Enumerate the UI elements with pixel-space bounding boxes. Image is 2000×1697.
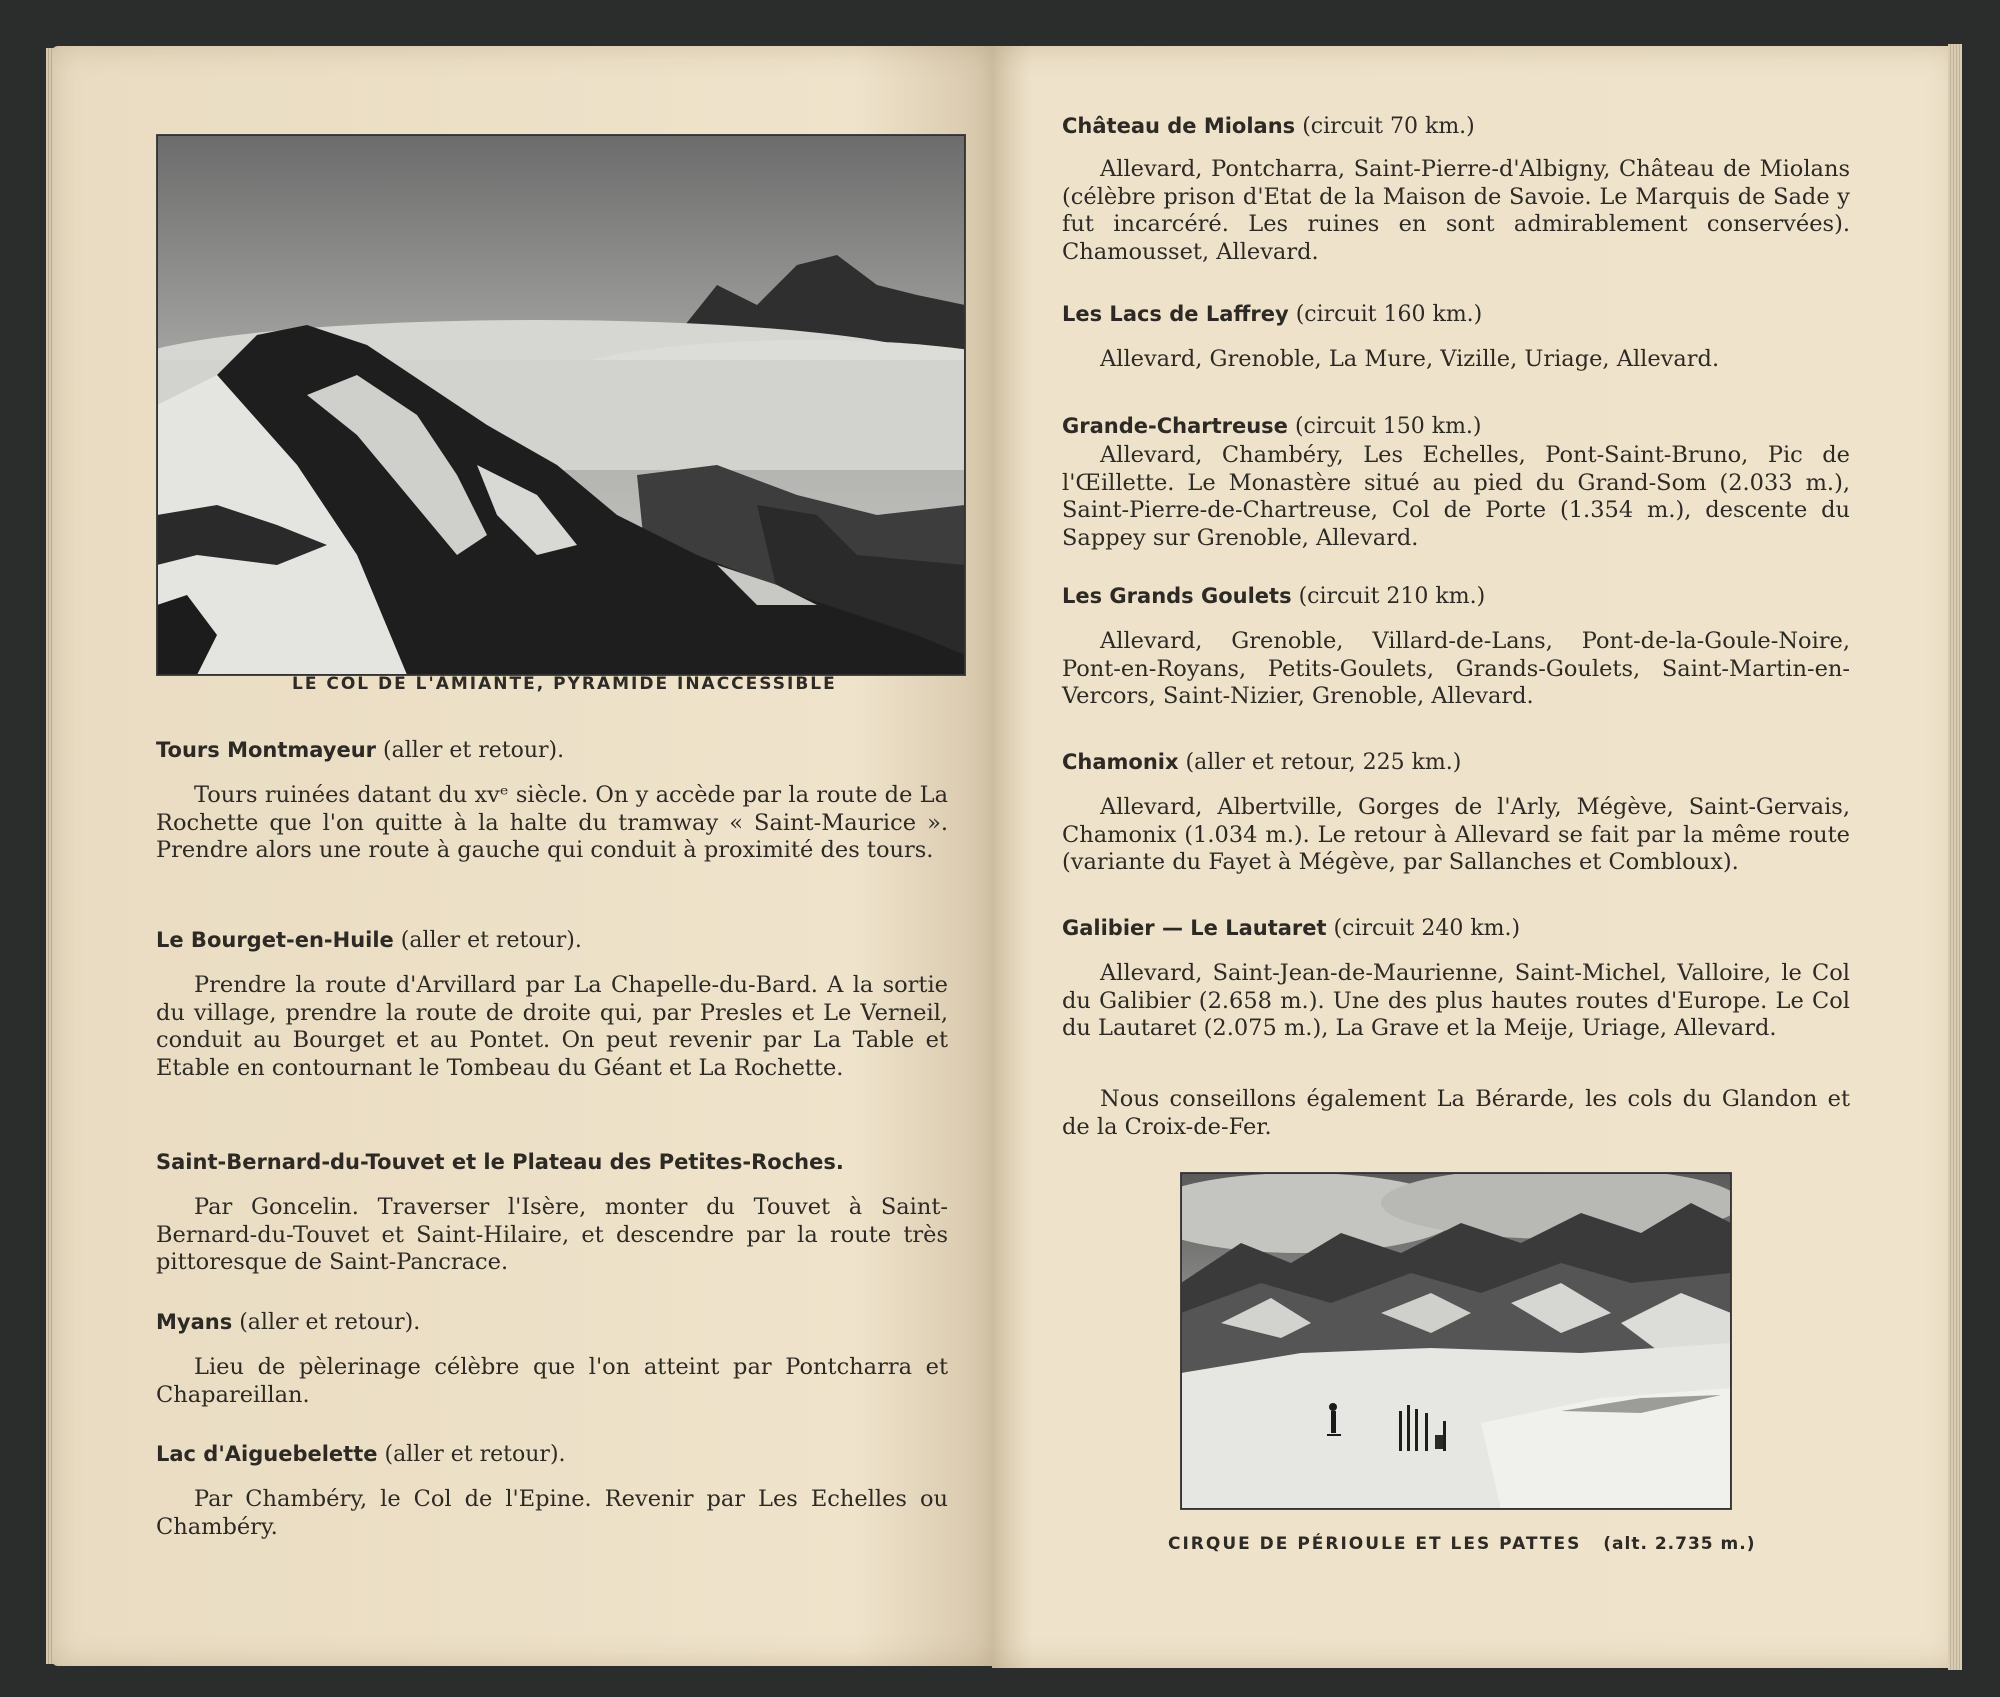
heading-title: Les Grands Goulets: [1062, 584, 1292, 608]
paragraph-chateau-miolans: Allevard, Pontcharra, Saint-Pierre-d'Albigny, Château de Miolans (célèbre prison d'Etat de la Maison de Savoie. Le Marquis de Sade y fut incarcéré. Les ruines en sont admirablement conservées). Chamousset, Allevard.: [1062, 156, 1850, 265]
heading-title: Galibier — Le Lautaret: [1062, 916, 1327, 940]
heading-subtitle: (circuit 210 km.): [1298, 584, 1486, 609]
heading-lac-aiguebelette: [156, 1442, 566, 1467]
paragraph-lacs-laffrey: Allevard, Grenoble, La Mure, Vizille, Uriage, Allevard.: [1100, 346, 1720, 372]
heading-subtitle: (aller et retour).: [384, 1442, 566, 1467]
heading-grands-goulets: [1062, 584, 1485, 609]
paragraph-grande-chartreuse: Allevard, Chambéry, Les Echelles, Pont-Saint-Bruno, Pic de l'Œillette. Le Monastère situé au pied du Grand-Som (2.033 m.), Saint-Pierre-de-Chartreuse, Col de Porte (1.354 m.), descente du Sappey sur Grenoble, Allevard.: [1062, 442, 1850, 551]
heading-subtitle: (circuit 240 km.): [1333, 916, 1521, 941]
paragraph-bourget-en-huile: Prendre la route d'Arvillard par La Chapelle-du-Bard. A la sortie du village, prendre la route de droite qui, par Presles et Le Verneil, conduit au Bourget et au Pontet. On peut revenir par La Table et Etable en contournant le Tombeau du Géant et La Rochette.: [156, 972, 948, 1081]
heading-bourget-en-huile: [156, 928, 582, 953]
heading-grande-chartreuse: [1062, 414, 1482, 439]
heading-subtitle: (circuit 150 km.): [1294, 414, 1482, 439]
photo-caption-cirque-perioule: [1168, 1534, 1755, 1554]
mountain-photo-col-amiante: [156, 134, 966, 676]
paragraph-galibier-lautaret: Allevard, Saint-Jean-de-Maurienne, Saint-Michel, Valloire, le Col du Galibier (2.658 m.). Une des plus hautes routes d'Europe. Le Col du Lautaret (2.075 m.), La Grave et la Meije, Uriage, Allevard.: [1062, 960, 1850, 1041]
heading-title: Château de Miolans: [1062, 114, 1296, 138]
heading-title: Myans: [156, 1310, 233, 1334]
heading-subtitle: (aller et retour).: [383, 738, 565, 763]
mountain-photo-cirque-perioule: [1180, 1172, 1732, 1510]
heading-myans: [156, 1310, 420, 1335]
right-page: [992, 46, 1958, 1668]
heading-subtitle: (circuit 70 km.): [1302, 114, 1475, 139]
heading-galibier-lautaret: [1062, 916, 1520, 941]
heading-tours-montmayeur: [156, 738, 564, 763]
heading-title: Saint-Bernard-du-Touvet et le Plateau des Petites-Roches.: [156, 1150, 844, 1174]
heading-subtitle: (aller et retour).: [400, 928, 582, 953]
heading-title: Les Lacs de Laffrey: [1062, 302, 1289, 326]
photo-caption-col-amiante: LE COL DE L'AMIANTE, PYRAMIDE INACCESSIBLE: [292, 674, 837, 694]
heading-subtitle: (circuit 160 km.): [1295, 302, 1483, 327]
caption-altitude: (alt. 2.735 m.): [1603, 1534, 1756, 1554]
heading-title: Le Bourget-en-Huile: [156, 928, 394, 952]
heading-chamonix: [1062, 750, 1461, 775]
heading-chateau-miolans: [1062, 114, 1475, 139]
paragraph-closing-recommendation: Nous conseillons également La Bérarde, les cols du Glandon et de la Croix-de-Fer.: [1062, 1086, 1850, 1140]
left-page: [52, 46, 997, 1666]
heading-saint-bernard: [156, 1150, 844, 1175]
paragraph-myans: Lieu de pèlerinage célèbre que l'on atteint par Pontcharra et Chapareillan.: [156, 1354, 948, 1408]
heading-title: Grande-Chartreuse: [1062, 414, 1288, 438]
heading-subtitle: (aller et retour).: [239, 1310, 421, 1335]
paragraph-lac-aiguebelette: Par Chambéry, le Col de l'Epine. Revenir par Les Echelles ou Chambéry.: [156, 1486, 948, 1540]
heading-title: Chamonix: [1062, 750, 1179, 774]
heading-lacs-laffrey: [1062, 302, 1482, 327]
caption-title: CIRQUE DE PÉRIOULE ET LES PATTES: [1168, 1534, 1582, 1554]
paragraph-saint-bernard: Par Goncelin. Traverser l'Isère, monter du Touvet à Saint-Bernard-du-Touvet et Saint-Hilaire, et descendre par la route très pittoresque de Saint-Pancrace.: [156, 1194, 948, 1275]
paragraph-chamonix: Allevard, Albertville, Gorges de l'Arly, Mégève, Saint-Gervais, Chamonix (1.034 m.). Le retour à Allevard se fait par la même route (variante du Fayet à Mégève, par Sallanches et Combloux).: [1062, 794, 1850, 875]
paragraph-grands-goulets: Allevard, Grenoble, Villard-de-Lans, Pont-de-la-Goule-Noire, Pont-en-Royans, Petits-Goulets, Grands-Goulets, Saint-Martin-en-Vercors, Saint-Nizier, Grenoble, Allevard.: [1062, 628, 1850, 709]
paragraph-tours-montmayeur: Tours ruinées datant du xvᵉ siècle. On y accède par la route de La Rochette que l'on quitte à la halte du tramway « Saint-Maurice ». Prendre alors une route à gauche qui conduit à proximité des tours.: [156, 782, 948, 863]
right-page-edges: [1948, 44, 1962, 1670]
heading-title: Lac d'Aiguebelette: [156, 1442, 378, 1466]
heading-subtitle: (aller et retour, 225 km.): [1185, 750, 1462, 775]
heading-title: Tours Montmayeur: [156, 738, 377, 762]
